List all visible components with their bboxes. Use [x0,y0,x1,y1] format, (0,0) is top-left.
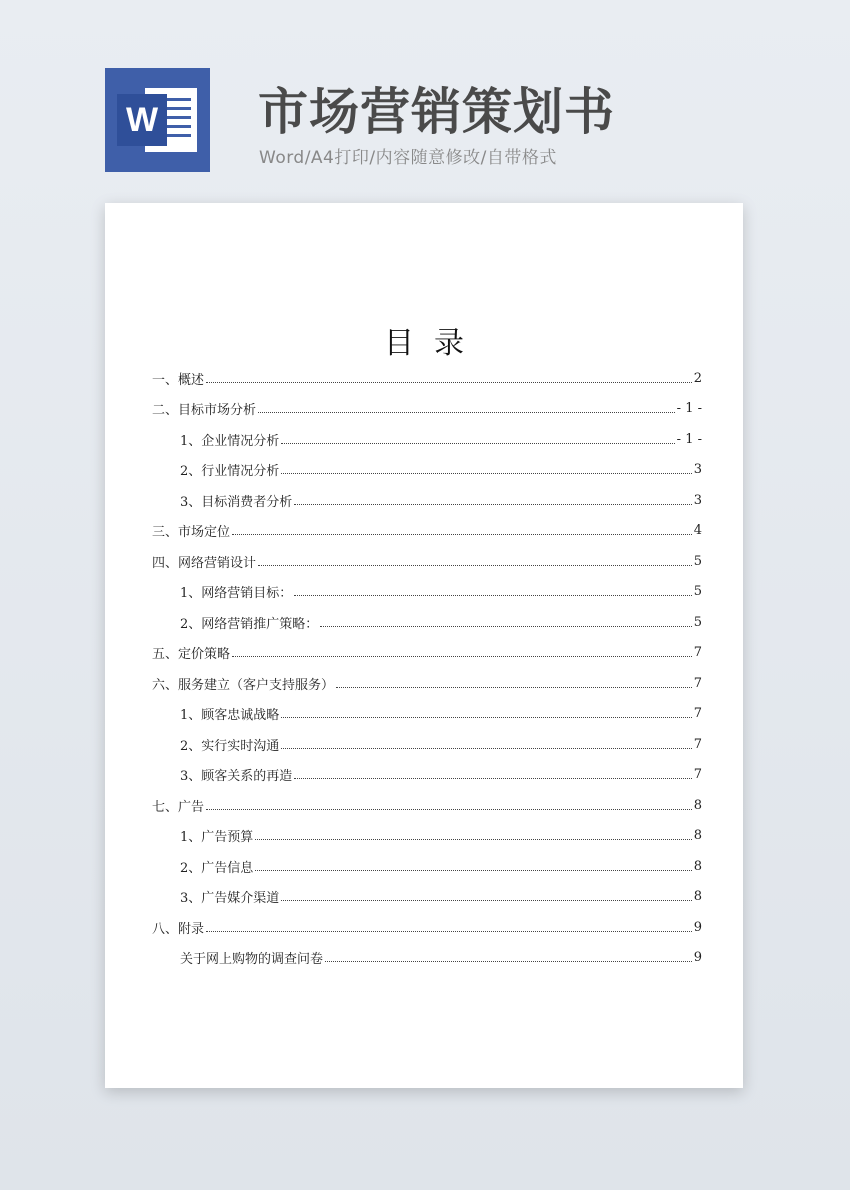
toc-entry[interactable] [152,760,702,791]
toc-entry[interactable] [152,821,702,852]
toc-entry-label: 2、广告信息 [180,860,254,876]
toc-entry-label: 三、市场定位 [152,525,231,541]
page-subtitle: Word/A4打印/内容随意修改/自带格式 [259,148,557,168]
toc-entry-page: - 1 - [676,401,702,417]
toc-entry-label: 四、网络营销设计 [152,555,257,571]
toc-entry-label: 3、顾客关系的再造 [180,769,293,785]
toc-entry-label: 一、概述 [152,372,205,388]
logo-letter: W [117,94,167,146]
toc-entry[interactable] [152,943,702,974]
toc-entry[interactable] [152,394,702,425]
toc-entry-page: 2 [693,370,702,386]
toc-entry[interactable] [152,577,702,608]
toc-dot-leader [206,809,692,810]
toc-entry[interactable] [152,607,702,638]
toc-dot-leader [206,382,692,383]
toc-entry-page: - 1 - [676,431,702,447]
toc-entry[interactable] [152,851,702,882]
toc-dot-leader [232,534,692,535]
toc-entry-page: 7 [693,675,702,691]
toc-dot-leader [281,748,691,749]
toc-heading: 目录 [384,326,484,361]
table-of-contents [152,363,702,973]
document-page [105,203,743,1088]
toc-entry[interactable] [152,912,702,943]
word-logo-icon [105,68,210,172]
toc-entry[interactable] [152,668,702,699]
toc-entry-page: 4 [693,523,702,539]
toc-dot-leader [281,443,674,444]
toc-entry-page: 8 [693,828,702,844]
toc-entry[interactable] [152,424,702,455]
toc-dot-leader [206,931,692,932]
toc-entry-label: 1、网络营销目标： [180,586,293,602]
toc-entry-page: 5 [693,584,702,600]
toc-entry-label: 2、实行实时沟通 [180,738,280,754]
toc-dot-leader [281,717,691,718]
toc-dot-leader [258,565,692,566]
toc-entry[interactable] [152,790,702,821]
toc-dot-leader [294,504,691,505]
toc-entry-label: 关于网上购物的调查问卷 [180,952,324,968]
toc-entry-page: 5 [693,553,702,569]
toc-dot-leader [294,595,691,596]
toc-entry-label: 五、定价策略 [152,647,231,663]
toc-entry-label: 七、广告 [152,799,205,815]
toc-dot-leader [232,656,692,657]
toc-dot-leader [281,900,691,901]
toc-entry-label: 3、广告媒介渠道 [180,891,280,907]
toc-entry-label: 1、广告预算 [180,830,254,846]
toc-entry-page: 9 [693,919,702,935]
toc-entry[interactable] [152,882,702,913]
toc-entry-page: 7 [693,736,702,752]
toc-entry[interactable] [152,638,702,669]
toc-entry[interactable] [152,516,702,547]
toc-entry-page: 7 [693,645,702,661]
toc-dot-leader [336,687,692,688]
toc-dot-leader [255,870,691,871]
toc-entry-page: 8 [693,797,702,813]
toc-dot-leader [320,626,691,627]
toc-entry-label: 3、目标消费者分析 [180,494,293,510]
toc-entry[interactable] [152,699,702,730]
toc-entry-page: 7 [693,706,702,722]
toc-entry-page: 3 [693,492,702,508]
toc-entry-label: 1、顾客忠诚战略 [180,708,280,724]
toc-entry-page: 5 [693,614,702,630]
toc-entry-label: 六、服务建立（客户支持服务） [152,677,335,693]
toc-entry-label: 1、企业情况分析 [180,433,280,449]
toc-dot-leader [258,412,675,413]
toc-entry[interactable] [152,455,702,486]
toc-entry-page: 8 [693,858,702,874]
toc-entry-page: 9 [693,950,702,966]
toc-entry-label: 2、行业情况分析 [180,464,280,480]
page-title: 市场营销策划书 [258,83,615,141]
toc-entry[interactable] [152,363,702,394]
toc-entry-label: 二、目标市场分析 [152,403,257,419]
toc-entry-page: 7 [693,767,702,783]
toc-entry[interactable] [152,485,702,516]
toc-entry-page: 3 [693,462,702,478]
toc-dot-leader [255,839,691,840]
toc-dot-leader [281,473,691,474]
toc-entry[interactable] [152,546,702,577]
toc-entry[interactable] [152,729,702,760]
toc-entry-label: 2、网络营销推广策略： [180,616,319,632]
toc-entry-page: 8 [693,889,702,905]
toc-dot-leader [325,961,692,962]
toc-entry-label: 八、附录 [152,921,205,937]
toc-dot-leader [294,778,691,779]
